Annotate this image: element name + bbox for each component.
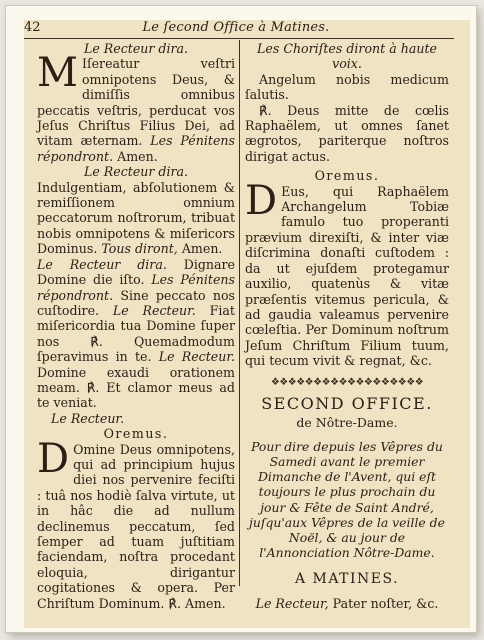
running-header [18,18,454,38]
section-intro: Pour dire depuis les Vêpres du Samedi avant le premier Dimanche de l'Avent, qui eſt toujours le plus prochain du jour & Fête de Saint André, juſqu'aux Vêpres de la veille de Noël, & au jour de l'Annonciation Nôtre-Dame. [249,438,445,561]
collect-text: Omine Deus omnipotens, qui ad principium hujus diei nos pervenire feciſti : tuâ nos hodiè ſalva virtute, ut in hâc die ad nullum declinemus peccatum, ſed ſemper ad tuam juſtitiam faciendam, noſtra procedant eloquia, dirigantur cogitationes & opera. Per Chriſtum Dominum. ℟. Amen. [37,441,235,611]
indulgentiam-text: Indulgentiam, abſolutionem & remiſſionem omnium peccatorum noſtrorum, tribuat nobis omnipotens & miſericors Dominus. [37,179,235,257]
rubric-inline: Tous diront, [101,241,178,257]
running-title: Le ſecond Office à Matines. [142,20,330,35]
rubric-inline: Le Recteur dira. [37,256,167,272]
misereatur-text: Iſereatur veſtri omnipotens Deus, & dimiſſis omnibus peccatis veſtris, perducat vos Jeſus Chriſtus Filius Dei, ad vitam æternam. [37,56,235,149]
header-rule [24,38,454,39]
rubric: Le Recteur. [51,410,125,426]
versicle-text: Dignare Domine die iſto. [37,256,235,288]
response-paragraph: ℟. Deus mitte de cœlis Raphaëlem, ut omnes ſanet ægrotos, pariterque noſtros dirigat actus. [245,102,449,164]
closing-line [245,596,449,611]
drop-cap: D [245,177,278,224]
pater-noster-text: Pater noſter, &c. [332,595,439,611]
indulgentiam-paragraph [37,180,235,257]
rubric-inline: Le Recteur, [255,595,329,611]
column-divider [239,40,240,586]
section-subheading: de Nôtre-Dame. [296,415,398,431]
collect-paragraph [37,435,235,611]
right-column [245,41,449,611]
versicle-text: ℟. Quemadmodum ſperavimus in te. [37,333,235,365]
versicle-text: Fiat miſericordia tua Domine ſuper nos [37,302,235,349]
matines-heading: A MATINES. [294,571,400,588]
drop-cap: D [37,435,70,482]
collect-text: Eus, qui Raphaëlem Archangelum Tobiæ famulo tuo properanti prævium direxiſti, & inter viæ diſcrimina donaſti cuſtodem : da ut ejuſdem protegamur auxilio, quatenùs & vitæ præſentis vitemus pericula, & ad gaudia valeamus pervenire cœleſtia. Per Dominum noſtrum Jeſum Chriſtum Filium tuum, qui tecum vivit & regnat, &c. [245,183,449,369]
section-heading: SECOND OFFICE. [261,393,433,413]
drop-cap: M [37,50,78,97]
versicles-paragraph [37,257,235,411]
page-number: 42 [24,20,41,35]
misereatur-paragraph [37,50,235,164]
rubric: Le Recteur dira. [83,41,189,56]
left-column [37,41,235,611]
response-text: Amen. [117,148,158,164]
response-text: Amen. [181,241,223,257]
ornament-rule: ❖❖❖❖❖❖❖❖❖❖❖❖❖❖❖❖❖❖ [270,376,424,388]
oremus-heading: Oremus. [103,426,169,442]
versicle-text: Sine peccato nos cuſtodire. [37,287,235,318]
oremus-heading: Oremus. [314,168,380,184]
rubric: Le Recteur dira. [83,164,189,180]
versicle-paragraph: Angelum nobis medicum ſalutis. [245,71,449,103]
versicle-text: Domine exaudi orationem meam. ℟. Et clamor meus ad te veniat. [37,364,235,411]
collect-paragraph [245,177,449,369]
rubric: Les Choriſtes diront à haute voix. [257,41,437,72]
rubric-inline: Les Pénitens répondront. [37,272,235,303]
rubric-inline: Le Recteur. [158,349,235,365]
rubric-inline: Les Pénitens répondront. [37,133,235,164]
rubric-inline: Le Recteur. [112,302,196,318]
